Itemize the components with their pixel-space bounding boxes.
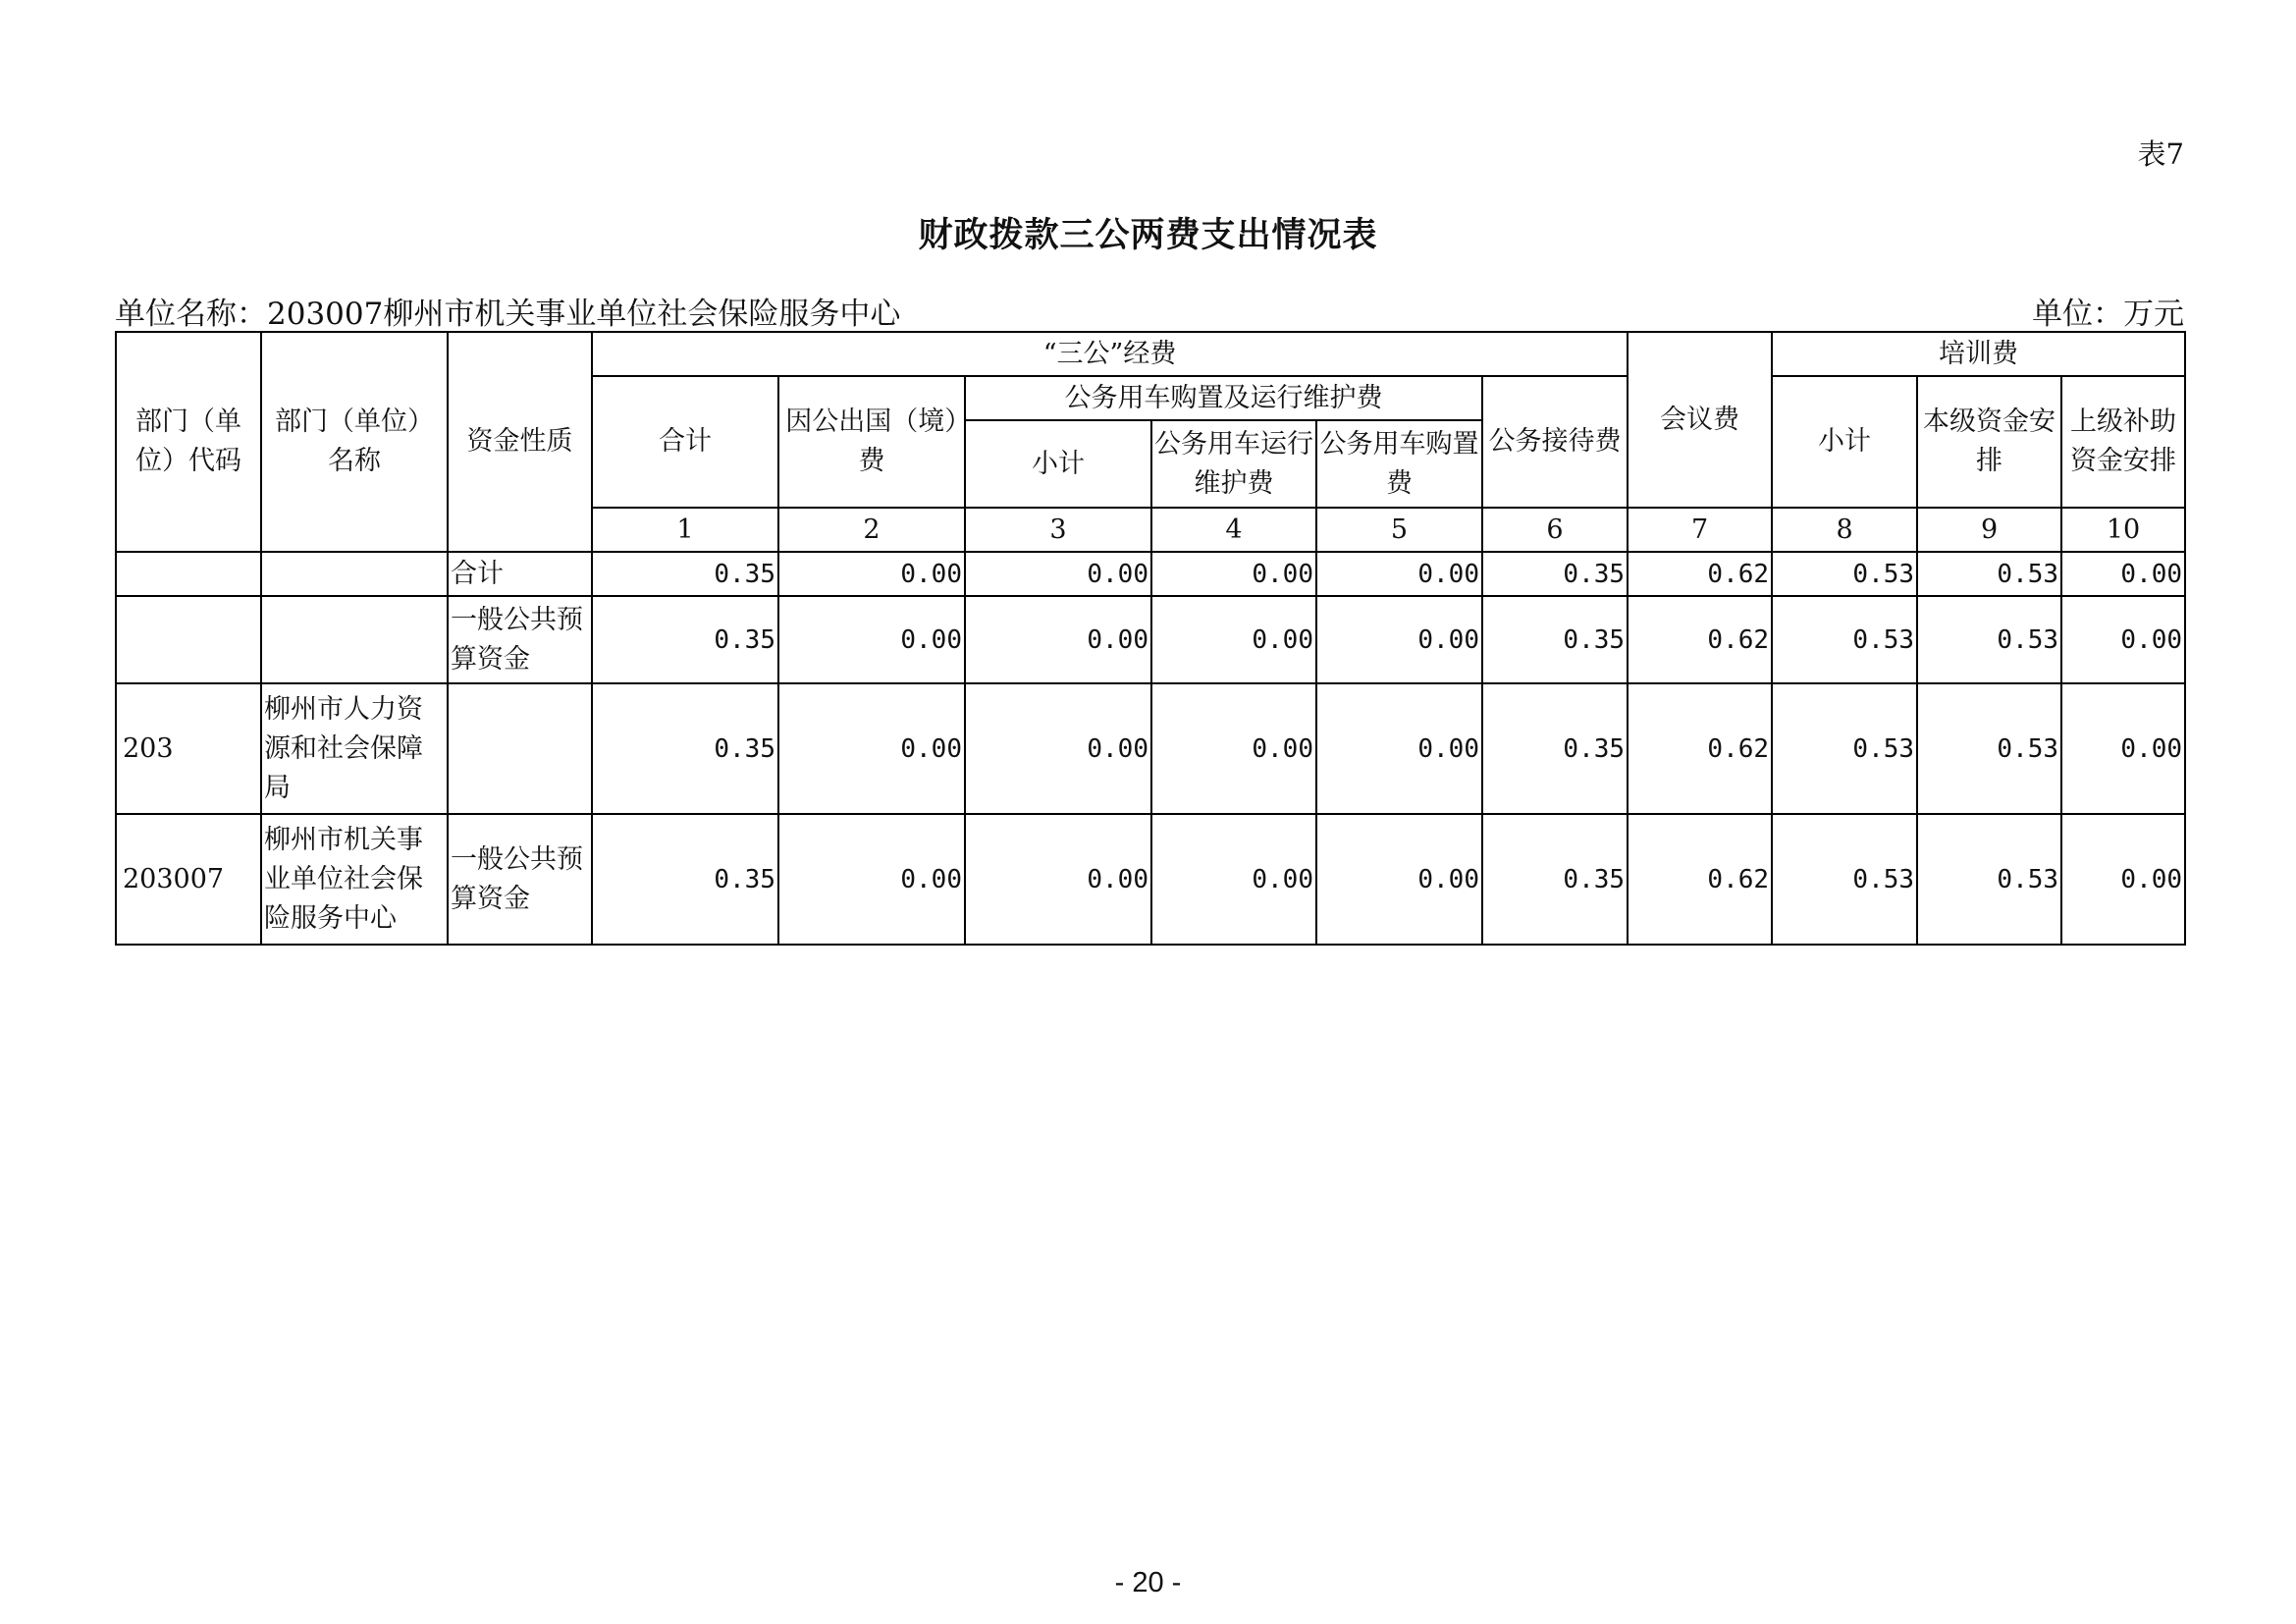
table-row bbox=[116, 552, 2185, 596]
cell-value: 0.00 bbox=[1151, 814, 1316, 945]
column-number: 2 bbox=[778, 508, 965, 552]
cell-value: 0.00 bbox=[965, 683, 1151, 814]
cell-value: 0.35 bbox=[1482, 596, 1628, 683]
cell-value: 0.00 bbox=[965, 814, 1151, 945]
cell-value: 0.00 bbox=[2061, 596, 2185, 683]
column-number: 8 bbox=[1772, 508, 1917, 552]
cell-value: 0.00 bbox=[1316, 552, 1482, 596]
header-fund-nature: 资金性质 bbox=[448, 332, 592, 552]
page-title: 财政拨款三公两费支出情况表 bbox=[918, 215, 1378, 255]
cell-value: 0.35 bbox=[592, 683, 778, 814]
cell-value: 0.00 bbox=[965, 596, 1151, 683]
header-training-own: 本级资金安排 bbox=[1917, 376, 2061, 508]
header-vehicle: 公务用车购置及运行维护费 bbox=[965, 376, 1482, 420]
expense-table bbox=[115, 331, 2186, 946]
page-number: - 20 - bbox=[1114, 1567, 1182, 1598]
table-number: 表7 bbox=[2137, 137, 2184, 171]
cell-value: 0.00 bbox=[1151, 596, 1316, 683]
cell-code: 203 bbox=[116, 683, 261, 814]
cell-value: 0.00 bbox=[778, 596, 965, 683]
cell-fund bbox=[448, 683, 592, 814]
header-vehicle-subtotal: 小计 bbox=[965, 420, 1151, 508]
cell-value: 0.00 bbox=[778, 683, 965, 814]
cell-value: 0.00 bbox=[2061, 814, 2185, 945]
cell-name bbox=[261, 596, 448, 683]
cell-value: 0.53 bbox=[1917, 683, 2061, 814]
cell-value: 0.00 bbox=[778, 814, 965, 945]
table-row bbox=[116, 683, 2185, 814]
cell-value: 0.00 bbox=[1316, 596, 1482, 683]
cell-value: 0.53 bbox=[1917, 596, 2061, 683]
cell-value: 0.62 bbox=[1628, 814, 1772, 945]
column-number: 3 bbox=[965, 508, 1151, 552]
cell-value: 0.00 bbox=[1316, 814, 1482, 945]
cell-fund: 一般公共预算资金 bbox=[448, 596, 592, 683]
column-number: 1 bbox=[592, 508, 778, 552]
cell-code bbox=[116, 552, 261, 596]
header-training-upper: 上级补助资金安排 bbox=[2061, 376, 2185, 508]
cell-value: 0.35 bbox=[592, 552, 778, 596]
cell-value: 0.00 bbox=[1316, 683, 1482, 814]
column-number: 10 bbox=[2061, 508, 2185, 552]
cell-value: 0.53 bbox=[1772, 596, 1917, 683]
cell-value: 0.00 bbox=[965, 552, 1151, 596]
cell-code: 203007 bbox=[116, 814, 261, 945]
cell-name bbox=[261, 552, 448, 596]
header-dept-code: 部门（单位）代码 bbox=[116, 332, 261, 552]
cell-value: 0.35 bbox=[592, 596, 778, 683]
cell-value: 0.62 bbox=[1628, 552, 1772, 596]
cell-value: 0.53 bbox=[1772, 814, 1917, 945]
cell-value: 0.00 bbox=[2061, 552, 2185, 596]
table-row bbox=[116, 596, 2185, 683]
unit-of-measure: 单位：万元 bbox=[2032, 297, 2184, 332]
header-total: 合计 bbox=[592, 376, 778, 508]
cell-value: 0.53 bbox=[1917, 552, 2061, 596]
cell-value: 0.62 bbox=[1628, 596, 1772, 683]
cell-value: 0.00 bbox=[778, 552, 965, 596]
cell-value: 0.35 bbox=[1482, 683, 1628, 814]
header-vehicle-purchase: 公务用车购置费 bbox=[1316, 420, 1482, 508]
header-training: 培训费 bbox=[1772, 332, 2185, 376]
column-number: 4 bbox=[1151, 508, 1316, 552]
cell-value: 0.00 bbox=[1151, 683, 1316, 814]
cell-fund: 一般公共预算资金 bbox=[448, 814, 592, 945]
header-overseas: 因公出国（境）费 bbox=[778, 376, 965, 508]
header-vehicle-operation: 公务用车运行维护费 bbox=[1151, 420, 1316, 508]
cell-value: 0.00 bbox=[1151, 552, 1316, 596]
column-number: 6 bbox=[1482, 508, 1628, 552]
cell-value: 0.53 bbox=[1772, 552, 1917, 596]
cell-value: 0.35 bbox=[592, 814, 778, 945]
cell-value: 0.35 bbox=[1482, 552, 1628, 596]
header-reception: 公务接待费 bbox=[1482, 376, 1628, 508]
cell-value: 0.62 bbox=[1628, 683, 1772, 814]
header-training-subtotal: 小计 bbox=[1772, 376, 1917, 508]
cell-value: 0.35 bbox=[1482, 814, 1628, 945]
cell-code bbox=[116, 596, 261, 683]
cell-value: 0.53 bbox=[1917, 814, 2061, 945]
column-number: 9 bbox=[1917, 508, 2061, 552]
header-dept-name: 部门（单位）名称 bbox=[261, 332, 448, 552]
column-number: 7 bbox=[1628, 508, 1772, 552]
cell-name: 柳州市人力资源和社会保障局 bbox=[261, 683, 448, 814]
cell-fund: 合计 bbox=[448, 552, 592, 596]
table-row bbox=[116, 814, 2185, 945]
header-three-public: “三公”经费 bbox=[592, 332, 1628, 376]
cell-value: 0.00 bbox=[2061, 683, 2185, 814]
cell-value: 0.53 bbox=[1772, 683, 1917, 814]
unit-name: 单位名称：203007柳州市机关事业单位社会保险服务中心 bbox=[115, 297, 901, 332]
header-meeting: 会议费 bbox=[1628, 332, 1772, 508]
column-number: 5 bbox=[1316, 508, 1482, 552]
cell-name: 柳州市机关事业单位社会保险服务中心 bbox=[261, 814, 448, 945]
